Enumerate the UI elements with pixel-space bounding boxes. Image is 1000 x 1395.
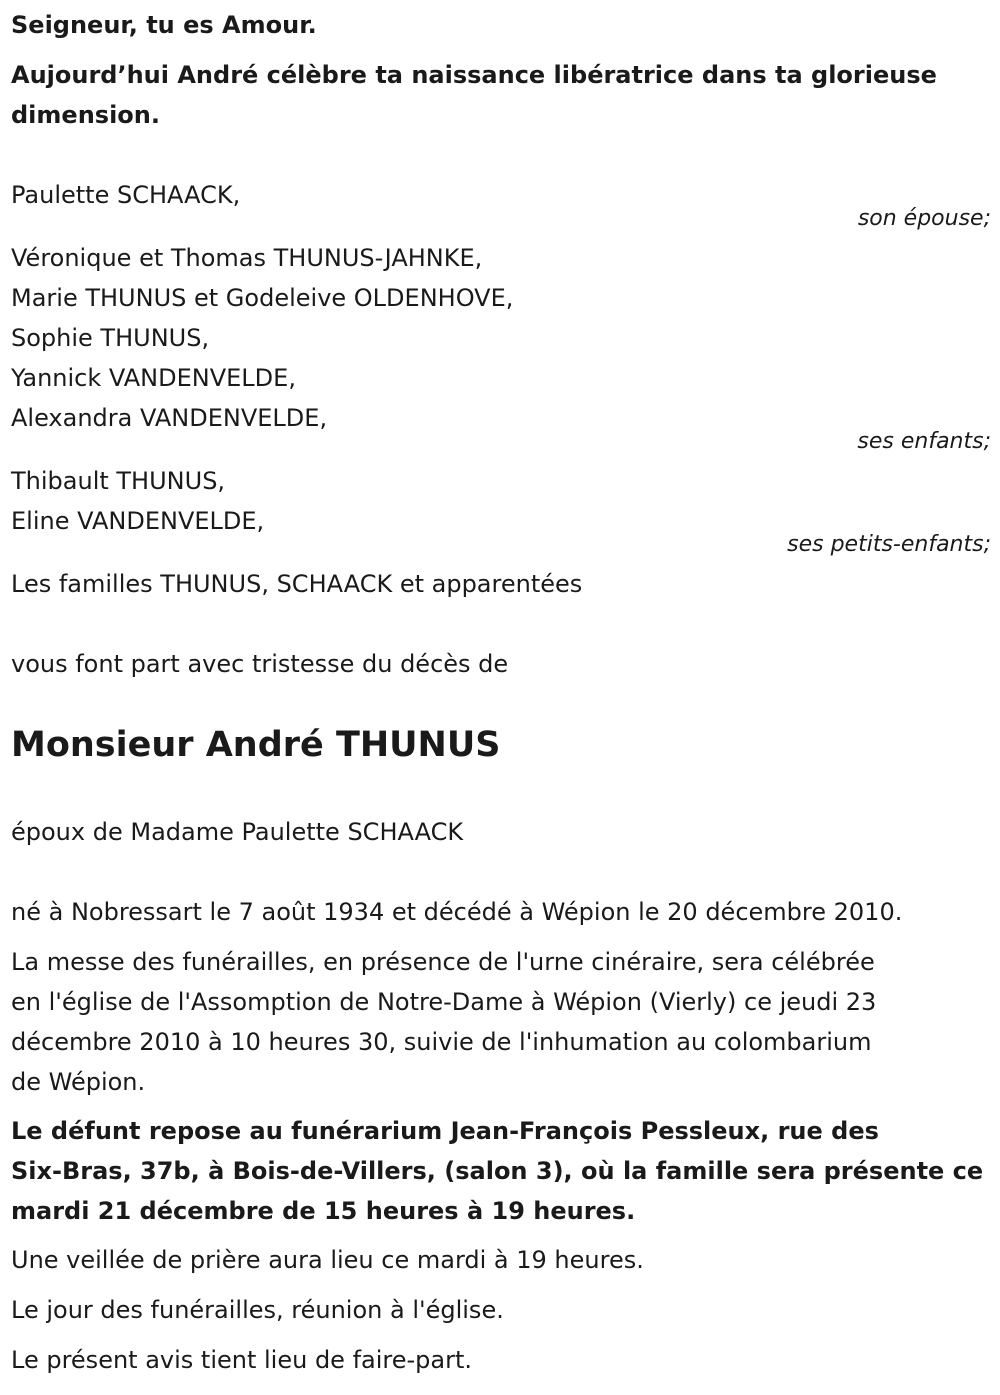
- birth-death: né à Nobressart le 7 août 1934 et décédé à Wépion le 20 décembre 2010.: [11, 898, 903, 926]
- deceased-name: Monsieur André THUNUS: [11, 725, 501, 765]
- grandchildren-role: ses petits-enfants;: [787, 532, 991, 557]
- child-1: Véronique et Thomas THUNUS-JAHNKE,: [11, 244, 483, 272]
- header-line-2: Aujourd’hui André célèbre ta naissance libératrice dans ta glorieuse: [11, 61, 937, 89]
- spouse-role: son épouse;: [857, 206, 991, 231]
- mass-line-1: La messe des funérailles, en présence de l'urne cinéraire, sera célébrée: [11, 948, 875, 976]
- grandchild-2: Eline VANDENVELDE,: [11, 507, 265, 535]
- header-line-1: Seigneur, tu es Amour.: [11, 11, 317, 39]
- mass-line-2: en l'église de l'Assomption de Notre-Dame à Wépion (Vierly) ce jeudi 23: [11, 988, 877, 1016]
- child-2: Marie THUNUS et Godeleive OLDENHOVE,: [11, 284, 514, 312]
- mass-line-4: de Wépion.: [11, 1068, 146, 1096]
- child-3: Sophie THUNUS,: [11, 324, 210, 352]
- meeting-line: Le jour des funérailles, réunion à l'église.: [11, 1296, 504, 1324]
- notice-line: Le présent avis tient lieu de faire-part.: [11, 1346, 473, 1374]
- child-4: Yannick VANDENVELDE,: [11, 364, 296, 392]
- families-line: Les familles THUNUS, SCHAACK et apparentées: [11, 570, 583, 598]
- repose-line-3: mardi 21 décembre de 15 heures à 19 heures.: [11, 1197, 636, 1225]
- repose-line-1: Le défunt repose au funérarium Jean-François Pessleux, rue des: [11, 1117, 879, 1145]
- grandchild-1: Thibault THUNUS,: [11, 467, 226, 495]
- header-line-3: dimension.: [11, 101, 160, 129]
- children-role: ses enfants;: [857, 429, 991, 454]
- mass-line-3: décembre 2010 à 10 heures 30, suivie de l'inhumation au colombarium: [11, 1028, 872, 1056]
- child-5: Alexandra VANDENVELDE,: [11, 404, 328, 432]
- spouse-of: époux de Madame Paulette SCHAACK: [11, 818, 464, 846]
- repose-line-2: Six-Bras, 37b, à Bois-de-Villers, (salon 3), où la famille sera présente ce: [11, 1157, 984, 1185]
- vigil-line: Une veillée de prière aura lieu ce mardi à 19 heures.: [11, 1246, 644, 1274]
- announcement: vous font part avec tristesse du décès de: [11, 650, 509, 678]
- spouse-name: Paulette SCHAACK,: [11, 181, 241, 209]
